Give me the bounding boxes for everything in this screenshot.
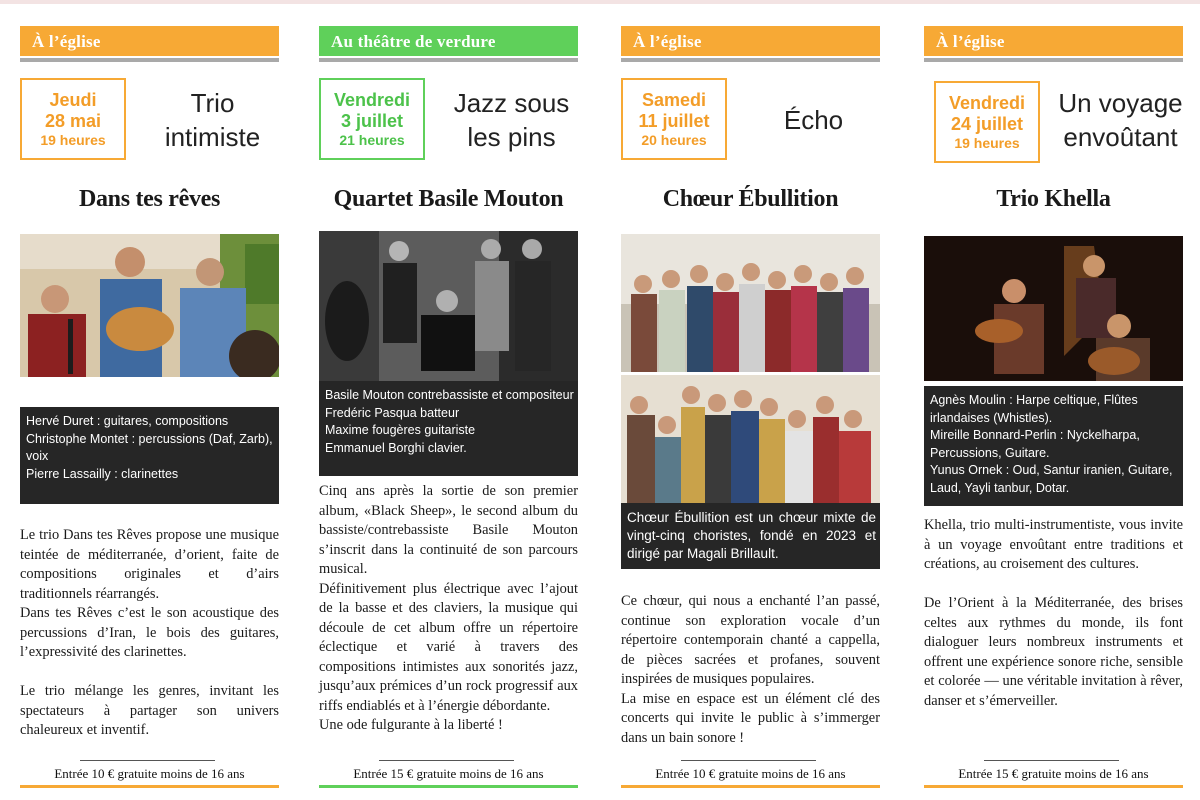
price-bar <box>20 785 279 788</box>
date-box <box>319 78 425 160</box>
date-time: 21 heures <box>339 131 405 148</box>
description-paragraph: Cinq ans après la sortie de son premier album, «Black Sheep», le second album du bassiste/contrebassiste Basile Mouton s’inscrit dans la continuité de son parcours musical. <box>319 483 578 577</box>
description-paragraph: Khella, trio multi-instrumentiste, vous invite à un voyage envoûtant entre traditions et créations, au croisement des cultures. <box>924 517 1183 572</box>
musicians-caption <box>20 407 279 504</box>
date-date: 28 mai <box>44 110 102 131</box>
concert-short-title: Trio intimiste <box>164 88 261 152</box>
top-rule <box>0 0 1200 4</box>
musicians-caption <box>924 386 1183 506</box>
date-day: Vendredi <box>948 93 1026 114</box>
date-time: 19 heures <box>954 134 1020 151</box>
band-photo <box>20 234 279 377</box>
banner-rule <box>20 58 279 62</box>
concert-column-4 <box>924 26 1183 781</box>
concert-short-title: Un voyage envoûtant <box>1058 88 1183 152</box>
date-time: 20 heures <box>641 131 707 148</box>
description <box>20 526 279 741</box>
choir-photo-1 <box>621 234 880 372</box>
choir-caption <box>621 503 880 569</box>
price-bar <box>621 785 880 788</box>
banner-rule <box>319 58 578 62</box>
description-paragraph: De l’Orient à la Méditerranée, des brises celtes aux rythmes du monde, ils font dialoguer leurs nombreux instruments et offrent une expérience sonore riche, sensible et colorée — une véritable invitation à rêver, danser et s’émerveiller. <box>924 595 1183 709</box>
price-divider <box>379 760 514 761</box>
band-name: Chœur Ébullition <box>662 186 839 212</box>
admission-price: Entrée 15 € gratuite moins de 16 ans <box>958 766 1149 781</box>
musicians-caption <box>319 381 578 476</box>
price-divider <box>984 760 1119 761</box>
date-box <box>621 78 727 160</box>
date-day: Jeudi <box>49 90 97 111</box>
caption-line: Basile Mouton contrebassiste et compositeur <box>325 388 574 402</box>
caption-line: Hervé Duret : guitares, compositions <box>26 414 229 428</box>
concert-column-2 <box>319 26 578 781</box>
band-photo <box>319 231 578 381</box>
caption-line: Chœur Ébullition est un chœur mixte de vingt-cinq choristes, fondé en 2023 et dirigé par Magali Brillault. <box>627 510 876 561</box>
admission-price: Entrée 15 € gratuite moins de 16 ans <box>353 766 544 781</box>
band-name: Trio Khella <box>996 186 1111 212</box>
date-date: 24 juillet <box>950 113 1024 134</box>
description-paragraph: Ce chœur, qui nous a enchanté l’an passé, continue son exploration vocale d’un répertoire contemporain chanté a cappella, de pièces sacrées et profanes, souvent inspirées de musiques populaires. <box>621 593 880 687</box>
caption-line: Maxime fougères guitariste <box>325 423 476 437</box>
venue-banner: À l’église <box>924 26 1183 56</box>
date-day: Vendredi <box>333 90 411 111</box>
venue-banner: À l’église <box>621 26 880 56</box>
date-date: 11 juillet <box>638 110 710 131</box>
description <box>621 592 880 748</box>
venue-banner: À l’église <box>20 26 279 56</box>
band-name: Dans tes rêves <box>78 186 221 212</box>
description-paragraph: Dans tes Rêves c’est le son acoustique des percussions d’Iran, le bois des guitares, l’expressivité des clarinettes. <box>20 605 279 660</box>
caption-line: Yunus Ornek : Oud, Santur iranien, Guitare, Laud, Yayli tanbur, Dotar. <box>930 463 1173 495</box>
description <box>924 516 1183 711</box>
price-bar <box>924 785 1183 788</box>
description-paragraph: Une ode fulgurante à la liberté ! <box>319 717 503 733</box>
description-paragraph: La mise en espace est un élément clé des concerts qui invite le public à s’immerger dans un bain sonore ! <box>621 690 880 746</box>
date-box <box>20 78 126 160</box>
concert-column-3 <box>621 26 880 781</box>
caption-line: Fredéric Pasqua batteur <box>325 405 460 420</box>
caption-line: Agnès Moulin : Harpe celtique, Flûtes irlandaises (Whistles). <box>930 393 1138 425</box>
venue-banner: Au théâtre de verdure <box>319 26 578 56</box>
band-photo <box>924 236 1183 381</box>
banner-rule <box>621 58 880 62</box>
concert-short-title: Écho <box>783 105 844 135</box>
date-box <box>934 81 1040 163</box>
concert-column-1 <box>20 26 279 781</box>
concert-short-title: Jazz sous les pins <box>453 88 570 152</box>
caption-line: Christophe Montet : percussions (Daf, Zarb), voix <box>26 431 273 463</box>
caption-line: Mireille Bonnard-Perlin : Nyckelharpa, Percussions, Guitare. <box>930 428 1140 460</box>
date-day: Samedi <box>641 90 707 111</box>
admission-price: Entrée 10 € gratuite moins de 16 ans <box>655 766 846 781</box>
description-paragraph: Le trio Dans tes Rêves propose une musique teintée de méditerranée, d’orient, faite de compositions originales et d’airs traditionnels réarrangés. <box>20 527 279 602</box>
banner-rule <box>924 58 1183 62</box>
caption-line: Pierre Lassailly : clarinettes <box>26 466 179 481</box>
caption-line: Emmanuel Borghi clavier. <box>325 440 467 455</box>
description <box>319 482 578 736</box>
date-time: 19 heures <box>40 131 106 148</box>
band-name: Quartet Basile Mouton <box>333 186 564 212</box>
choir-photo-2 <box>621 375 880 503</box>
price-divider <box>80 760 215 761</box>
admission-price: Entrée 10 € gratuite moins de 16 ans <box>54 766 245 781</box>
description-paragraph: Le trio mélange les genres, invitant les spectateurs à partager son univers chaleureux et inventif. <box>20 683 279 738</box>
description-paragraph: Définitivement plus électrique avec l’ajout de la basse et des claviers, la musique qui découle de cet album offre un répertoire éclectique et varié à travers des compositions intimistes aux sonorités jazz, jusqu’aux prémices d’un rock progressif aux riffs endiablés et à l’énergie débordante. <box>319 580 578 714</box>
date-date: 3 juillet <box>340 110 403 131</box>
price-bar <box>319 785 578 788</box>
price-divider <box>681 760 816 761</box>
